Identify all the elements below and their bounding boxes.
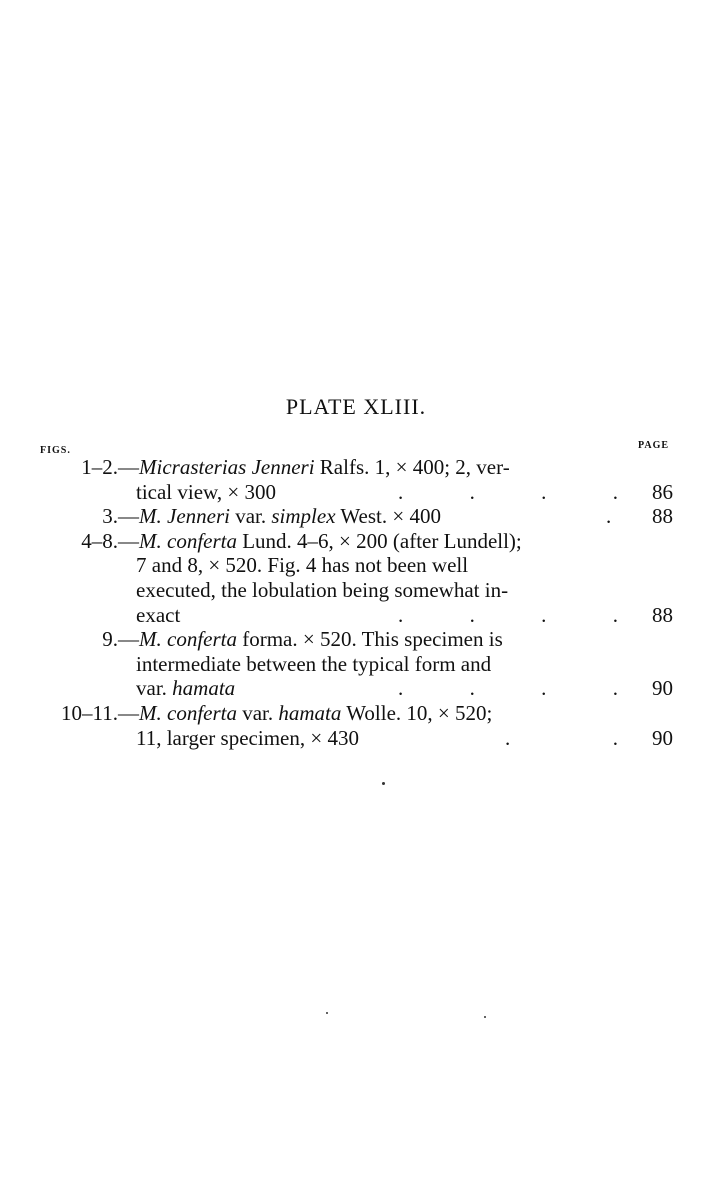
figs-column-heading: FIGS. [40, 445, 71, 456]
entry-text: —M. conferta forma. × 520. This specimen is [118, 627, 503, 652]
entry-line [0, 602, 712, 628]
page-column-heading: PAGE [638, 440, 670, 451]
leader-dots: . . . . [398, 676, 618, 701]
entry-text: —M. Jenneri var. simplex West. × 400 [118, 504, 441, 529]
entry-text: executed, the lobulation being somewhat in- [136, 578, 509, 602]
page-number: 88 [652, 602, 673, 627]
plate-title: PLATE XLIII. [285, 394, 427, 419]
entry-line [0, 552, 712, 578]
entry-line [0, 651, 712, 677]
entry-line [0, 626, 712, 652]
leader-dots: . . [505, 725, 618, 750]
figure-number: 9. [102, 627, 118, 652]
speck [382, 782, 385, 785]
entry-line [0, 675, 712, 701]
entry-text: 7 and 8, × 520. Fig. 4 has not been well [136, 553, 469, 578]
entry-line [0, 700, 712, 726]
figure-number: 4–8. [81, 528, 118, 553]
figure-number: 1–2. [81, 455, 118, 479]
entry-line [0, 528, 712, 554]
figure-number: 3. [102, 504, 118, 529]
entry-line [0, 725, 712, 751]
leader-dots: . . . . [398, 479, 618, 504]
entry-line [0, 503, 712, 529]
entry-text: —Micrasterias Jenneri Ralfs. 1, × 400; 2, ver- [118, 455, 510, 479]
entry-text: 11, larger specimen, × 430 [136, 725, 359, 750]
entry-line [0, 577, 712, 603]
entry-text: var. hamata [136, 676, 236, 701]
entry-line [0, 454, 712, 480]
entry-text: exact [136, 602, 181, 627]
figure-number: 10–11. [61, 701, 118, 725]
entry-text: —M. conferta Lund. 4–6, × 200 (after Lundell); [118, 528, 522, 553]
page-number: 88 [652, 504, 673, 529]
entry-text: —M. conferta var. hamata Wolle. 10, × 520; [118, 701, 493, 725]
entry-text: intermediate between the typical form and [136, 651, 492, 676]
page-number: 86 [652, 479, 673, 504]
speck [326, 1012, 328, 1014]
page-number: 90 [652, 725, 673, 750]
entry-line [0, 479, 712, 505]
leader-dots: . . . . [398, 602, 618, 627]
leader-dots: . [606, 504, 612, 529]
entry-text: tical view, × 300 [136, 479, 276, 504]
speck [484, 1016, 486, 1018]
page-number: 90 [652, 676, 673, 701]
